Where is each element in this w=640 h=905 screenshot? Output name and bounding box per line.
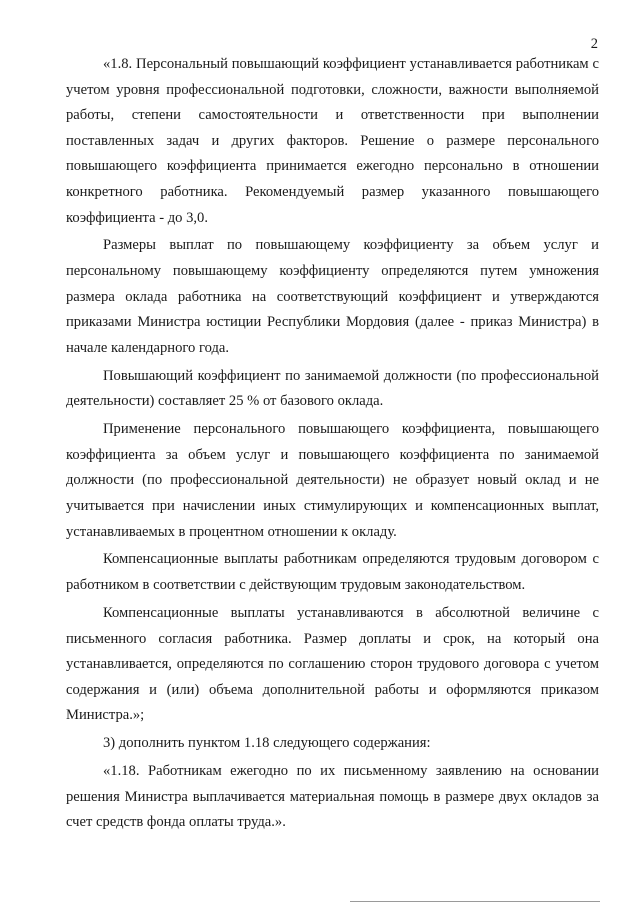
paragraph-position-coefficient: Повышающий коэффициент по занимаемой должности (по профессиональной деятельности) составляет 25 % от базового оклада. bbox=[66, 367, 599, 410]
paragraph-1-18: «1.18. Работникам ежегодно по их письменному заявлению на основании решения Министра выплачивается материальная помощь в размере двух окладов за счет средств фонда оплаты труда.». bbox=[66, 763, 599, 831]
document-body bbox=[66, 52, 599, 838]
paragraph-coefficient-application: Применение персонального повышающего коэффициента, повышающего коэффициента за объем услуг и повышающего коэффициента по занимаемой должности (по профессиональной деятельности) не образует новый оклад и не учитывается при начислении иных стимулирующих и компенсационных выплат, устанавливаемых в процентном отношении к окладу. bbox=[66, 421, 599, 540]
paragraph-amendment-3: 3) дополнить пунктом 1.18 следующего содержания: bbox=[103, 735, 431, 752]
paragraph-compensation-amount: Компенсационные выплаты устанавливаются в абсолютной величине с письменного согласия работника. Размер доплаты и срок, на который она устанавливается, определяются по соглашению сторон трудового договора с учетом содержания и (или) объема дополнительной работы и оформляются приказом Министра.»; bbox=[66, 604, 599, 724]
page-number: 2 bbox=[590, 36, 598, 52]
footer-rule bbox=[350, 901, 600, 902]
paragraph-payment-sizes: Размеры выплат по повышающему коэффициенту за объем услуг и персональному повышающему коэффициенту определяются путем умножения размера оклада работника на соответствующий коэффициент и утверждаются приказами Министра юстиции Республики Мордовия (далее - приказ Министра) в начале календарного года. bbox=[66, 237, 599, 356]
paragraph-1-8: «1.8. Персональный повышающий коэффициент устанавливается работникам с учетом уровня профессиональной подготовки, сложности, важности выполняемой работы, степени самостоятельности и ответственности при выполнении поставленных задач и других факторов. Решение о размере персонального повышающего коэффициента принимается ежегодно персонально в отношении конкретного работника. Рекомендуемый размер указанного повышающего коэффициента - до 3,0. bbox=[66, 56, 599, 226]
paragraph-compensation-contract: Компенсационные выплаты работникам определяются трудовым договором с работником в соответствии с действующим трудовым законодательством. bbox=[66, 551, 599, 594]
